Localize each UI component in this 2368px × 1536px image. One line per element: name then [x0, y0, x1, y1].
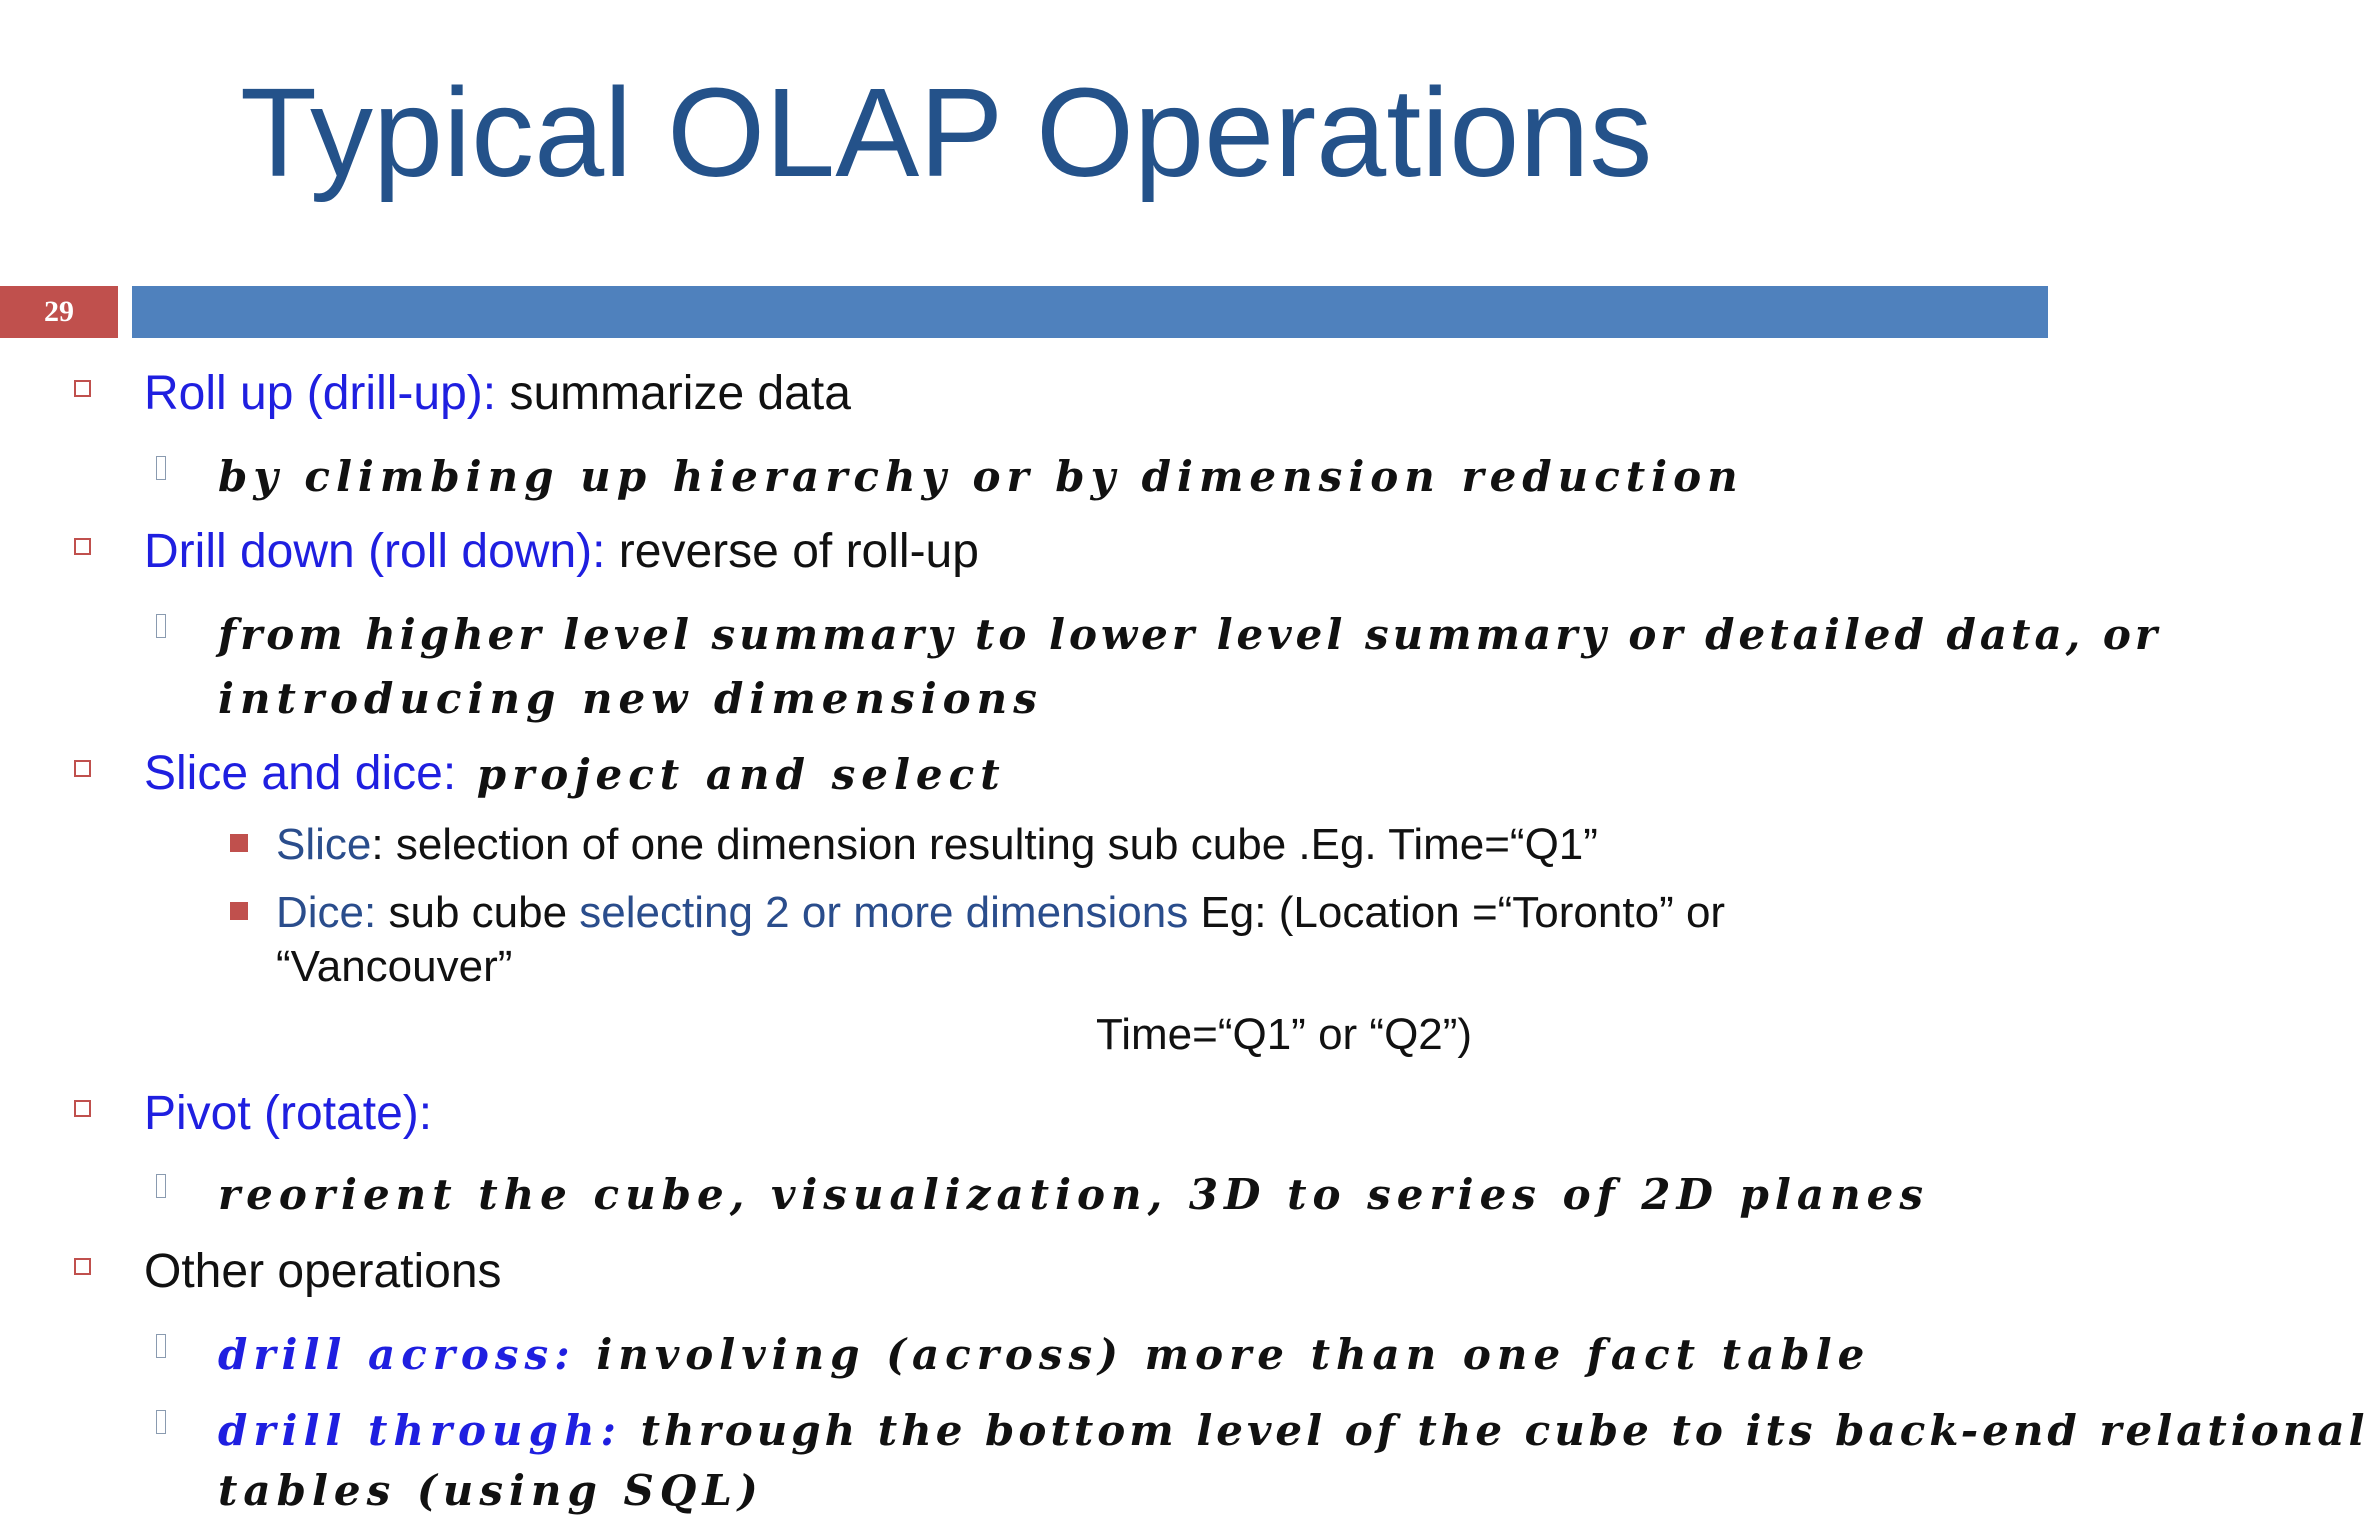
- filled-square-bullet-icon: [230, 902, 248, 920]
- bullet-slicedice: [144, 746, 1006, 801]
- drill-through-term: drill through:: [218, 1406, 623, 1455]
- sub-drill-through-cont: [218, 1466, 764, 1515]
- missing-glyph-bullet-icon: [156, 614, 166, 638]
- dice-term: Dice:: [276, 888, 377, 937]
- slide-title: Typical OLAP Operations: [240, 62, 1653, 203]
- pivot-sub-text: reorient the cube, visualization, 3D to series of 2D planes: [218, 1170, 1929, 1219]
- drill-through-line2: tables (using SQL): [218, 1466, 764, 1515]
- bullet-other: [144, 1244, 502, 1299]
- dice-mid: sub cube: [376, 888, 580, 937]
- drilldown-sub-line1: from higher level summary to lower level summary or detailed data, or: [218, 610, 2162, 659]
- hollow-square-bullet-icon: [74, 538, 91, 555]
- hollow-square-bullet-icon: [74, 1100, 91, 1117]
- sub-rollup: [218, 452, 1744, 501]
- pivot-term: Pivot (rotate):: [144, 1087, 433, 1140]
- sub-drilldown-cont: [218, 674, 1043, 723]
- dice-selecting: selecting 2 or more dimensions: [579, 888, 1189, 937]
- header-bar: [132, 286, 2048, 338]
- dice-line3: Time=“Q1” or “Q2”): [1096, 1010, 1473, 1059]
- rollup-term: Roll up (drill-up):: [144, 367, 497, 420]
- sub-pivot: [218, 1170, 1929, 1219]
- bullet-drilldown: [144, 524, 979, 579]
- sub-drill-through: [218, 1406, 2368, 1455]
- sub-dice: [276, 888, 1725, 938]
- drilldown-term: Drill down (roll down):: [144, 525, 606, 578]
- missing-glyph-bullet-icon: [156, 1174, 166, 1198]
- missing-glyph-bullet-icon: [156, 1334, 166, 1358]
- slice-desc: : selection of one dimension resulting sub cube .Eg. Time=“Q1”: [371, 820, 1598, 869]
- hollow-square-bullet-icon: [74, 380, 91, 397]
- rollup-desc: summarize data: [496, 367, 851, 420]
- filled-square-bullet-icon: [230, 834, 248, 852]
- sub-drilldown: [218, 610, 2161, 659]
- dice-rest: Eg: (Location =“Toronto” or: [1188, 888, 1726, 937]
- missing-glyph-bullet-icon: [156, 1410, 166, 1434]
- rollup-sub-text: by climbing up hierarchy or by dimension reduction: [218, 452, 1744, 501]
- slicedice-term: Slice and dice:: [144, 747, 457, 800]
- sub-slice: [276, 820, 1598, 870]
- drill-across-term: drill across:: [218, 1330, 576, 1379]
- hollow-square-bullet-icon: [74, 1258, 91, 1275]
- dice-line2: “Vancouver”: [276, 942, 513, 991]
- slice-term: Slice: [276, 820, 372, 869]
- bullet-rollup: [144, 366, 851, 421]
- other-term: Other operations: [144, 1245, 502, 1298]
- bullet-pivot: [144, 1086, 432, 1141]
- drilldown-desc: reverse of roll-up: [605, 525, 979, 578]
- slicedice-desc: project and select: [456, 750, 1006, 799]
- slide-number: 29: [0, 286, 118, 338]
- drill-across-desc: involving (across) more than one fact table: [575, 1330, 1871, 1379]
- missing-glyph-bullet-icon: [156, 456, 166, 480]
- hollow-square-bullet-icon: [74, 760, 91, 777]
- sub-drill-across: [218, 1330, 1870, 1379]
- drilldown-sub-line2: introducing new dimensions: [218, 674, 1043, 723]
- drill-through-desc: through the bottom level of the cube to its back-end relational: [622, 1406, 2368, 1455]
